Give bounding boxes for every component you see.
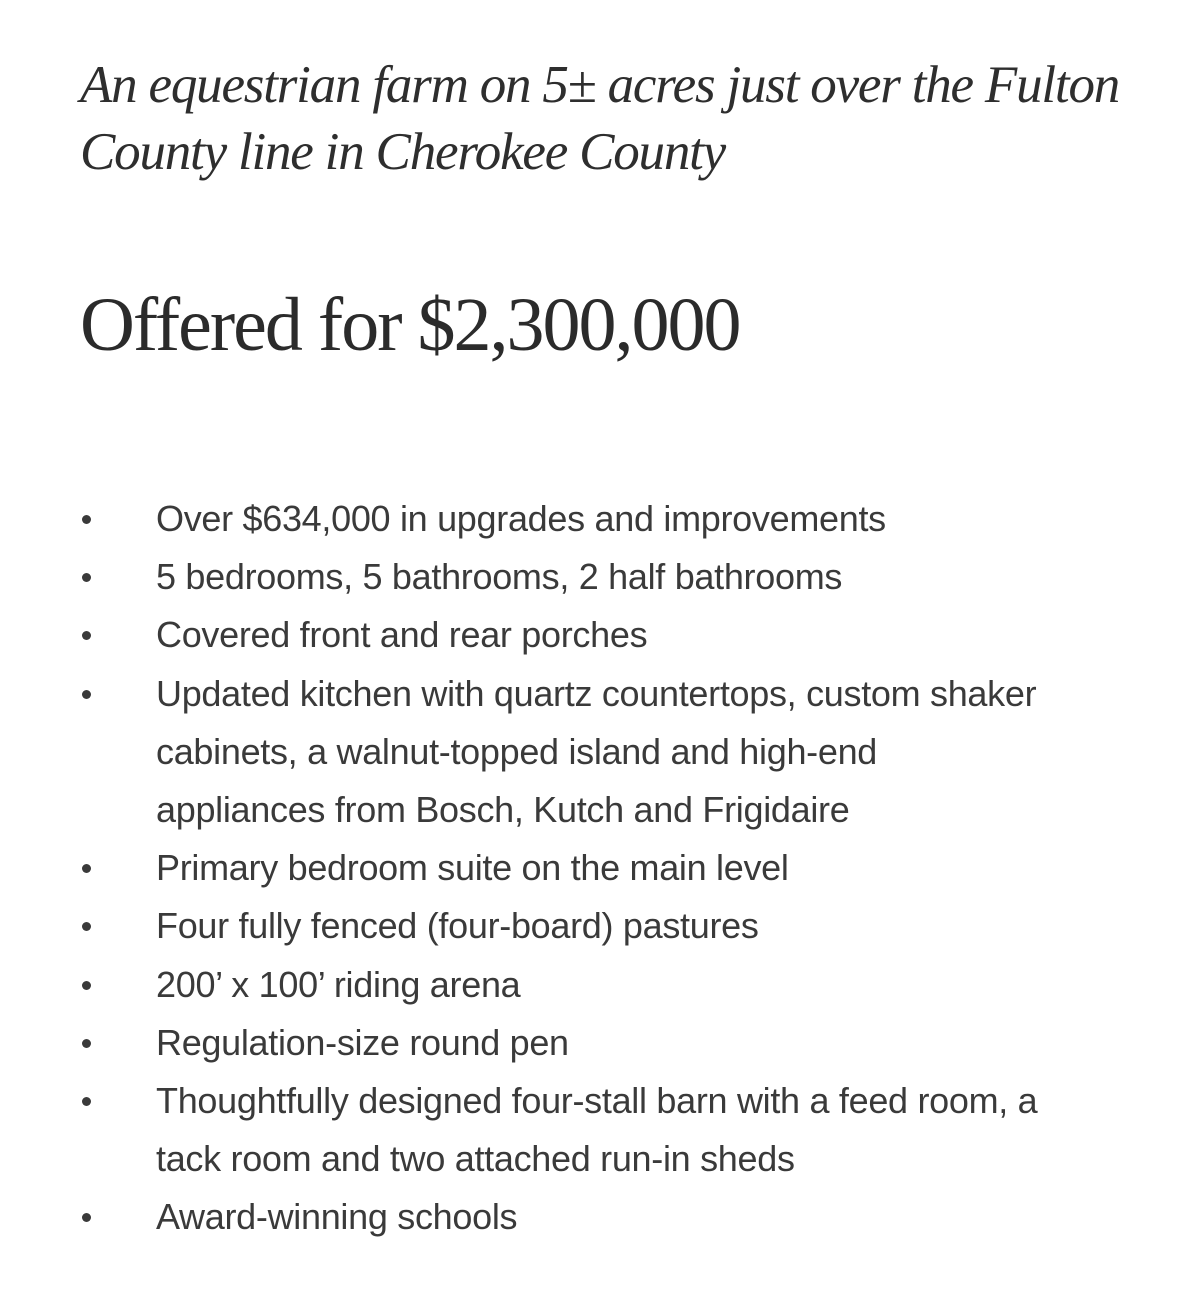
bullet-icon — [82, 1097, 91, 1106]
feature-text: Regulation-size round pen — [156, 1021, 569, 1063]
list-item — [78, 1188, 1038, 1246]
feature-text: Covered front and rear porches — [156, 614, 648, 656]
bullet-icon — [82, 922, 91, 931]
bullet-icon — [82, 981, 91, 990]
bullet-icon — [82, 631, 91, 640]
list-item — [78, 548, 1038, 606]
bullet-icon — [82, 1213, 91, 1222]
bullet-icon — [82, 515, 91, 524]
bullet-icon — [82, 573, 91, 582]
feature-text: Thoughtfully designed four-stall barn with a feed room, a tack room and two attached run-in sheds — [156, 1080, 1038, 1180]
bullet-icon — [82, 690, 91, 699]
feature-list — [78, 490, 1038, 1247]
feature-text: Updated kitchen with quartz countertops, custom shaker cabinets, a walnut-topped island and high-end appliances from Bosch, Kutch and Frigidaire — [156, 672, 1037, 831]
feature-text: 5 bedrooms, 5 bathrooms, 2 half bathrooms — [156, 556, 843, 598]
feature-text: Award-winning schools — [156, 1196, 518, 1238]
feature-text: Over $634,000 in upgrades and improvements — [156, 498, 886, 539]
feature-text: Primary bedroom suite on the main level — [156, 847, 789, 889]
list-item — [78, 897, 1038, 955]
feature-text: 200’ x 100’ riding arena — [156, 963, 521, 1005]
feature-text: Four fully fenced (four-board) pastures — [156, 905, 759, 947]
list-item — [78, 490, 1038, 548]
list-item — [78, 839, 1038, 897]
list-item — [78, 1014, 1038, 1072]
list-item — [78, 956, 1038, 1014]
list-item — [78, 606, 1038, 664]
listing-subtitle: An equestrian farm on 5± acres just over the Fulton County line in Cherokee County — [80, 56, 1120, 181]
bullet-icon — [82, 864, 91, 873]
list-item — [78, 665, 1038, 840]
bullet-icon — [82, 1039, 91, 1048]
list-item — [78, 1072, 1038, 1188]
listing-price: Offered for $2,300,000 — [80, 283, 740, 367]
